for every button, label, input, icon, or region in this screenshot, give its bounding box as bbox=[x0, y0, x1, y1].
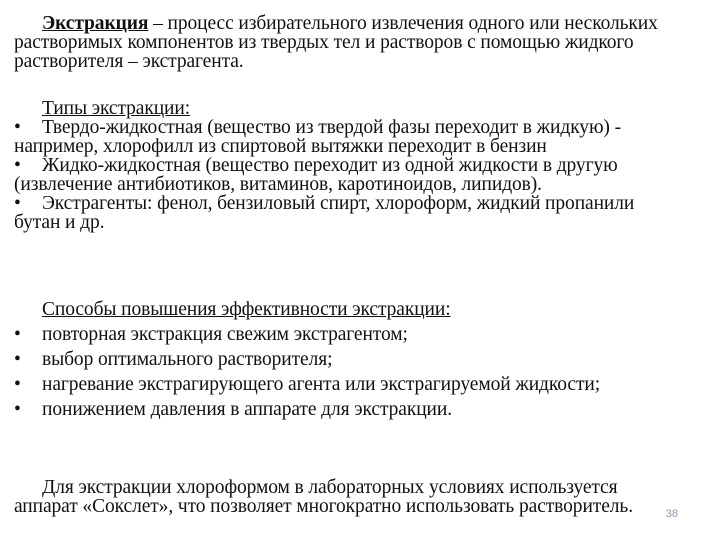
types-item-text: Экстрагенты: фенол, бензиловый спирт, хлороформ, жидкий пропанили бутан и др. bbox=[14, 193, 635, 233]
methods-item-text: понижением давления в аппарате для экстракции. bbox=[42, 399, 452, 420]
bullet-icon: • bbox=[14, 155, 21, 176]
methods-item bbox=[14, 350, 674, 369]
soxhlet-block bbox=[14, 478, 644, 516]
methods-item bbox=[14, 325, 674, 344]
types-item bbox=[14, 156, 674, 194]
definition-text: – процесс избирательного извлечения одного или нескольких растворимых компонентов из твердых тел и растворов с помощью жидкого растворителя – экстрагента. bbox=[14, 13, 658, 72]
methods-item-text: выбор оптимального растворителя; bbox=[42, 349, 333, 370]
types-item-text: Твердо-жидкостная (вещество из твердой фазы переходит в жидкую) - например, хлорофилл из спиртовой вытяжки переходит в бензин bbox=[14, 117, 621, 157]
methods-item-text: нагревание экстрагирующего агента или экстрагируемой жидкости; bbox=[42, 374, 601, 395]
bullet-icon: • bbox=[14, 399, 21, 420]
types-heading-text: Типы экстракции: bbox=[42, 98, 191, 119]
types-heading bbox=[14, 99, 674, 118]
types-item-text: Жидко-жидкостная (вещество переходит из одной жидкости в другую (извлечение антибиотиков, витаминов, каротиноидов, липидов). bbox=[14, 155, 618, 195]
types-block bbox=[14, 99, 674, 232]
types-item bbox=[14, 118, 674, 156]
definition-paragraph bbox=[14, 14, 674, 71]
methods-heading bbox=[14, 300, 674, 319]
bullet-icon: • bbox=[14, 117, 21, 138]
bullet-icon: • bbox=[14, 324, 21, 345]
methods-item bbox=[14, 400, 674, 419]
definition-term: Экстракция bbox=[42, 13, 149, 34]
methods-heading-text: Способы повышения эффективности экстракции: bbox=[42, 299, 451, 320]
page-number: 38 bbox=[665, 508, 678, 520]
bullet-icon: • bbox=[14, 193, 21, 214]
types-item bbox=[14, 194, 674, 232]
bullet-icon: • bbox=[14, 374, 21, 395]
soxhlet-paragraph: Для экстракции хлороформом в лабораторных условиях используется аппарат «Сокслет», что позволяет многократно использовать растворитель. bbox=[14, 477, 633, 517]
methods-item bbox=[14, 375, 674, 394]
bullet-icon: • bbox=[14, 349, 21, 370]
definition-block bbox=[14, 14, 674, 71]
methods-item-text: повторная экстракция свежим экстрагентом; bbox=[42, 324, 408, 345]
methods-block bbox=[14, 300, 674, 419]
